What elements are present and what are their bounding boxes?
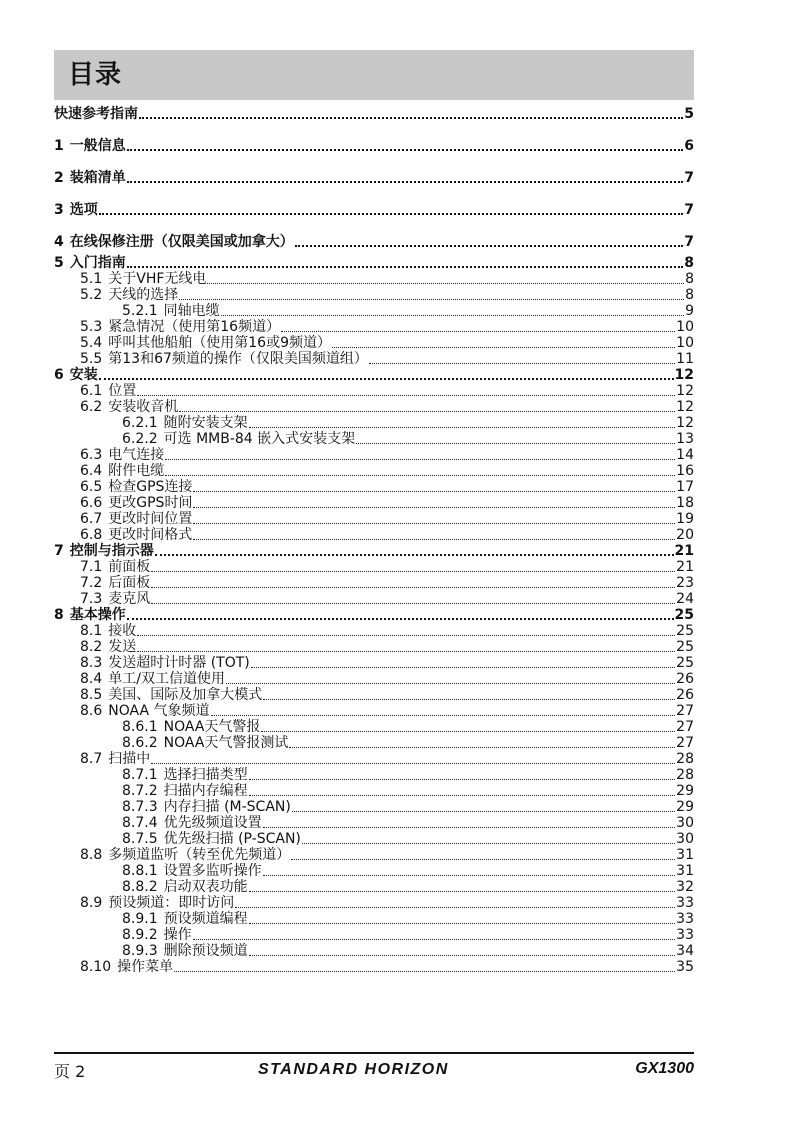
toc-entry[interactable] <box>54 559 694 575</box>
toc-entry-label: 检查GPS连接 <box>108 479 193 495</box>
toc-dot-leader <box>151 575 675 591</box>
toc-entry-number: 6.2.1 <box>122 415 158 431</box>
page-title: 目录 <box>68 60 123 90</box>
toc-dot-leader <box>281 319 675 335</box>
toc-entry-number: 5.1 <box>80 271 103 287</box>
toc-entry[interactable] <box>54 591 694 607</box>
toc-entry-page: 25 <box>676 623 694 639</box>
toc-entry-page: 35 <box>676 959 694 975</box>
toc-entry-page: 25 <box>674 607 694 623</box>
toc-entry[interactable] <box>54 799 694 815</box>
toc-entry-label: NOAA天气警报测试 <box>163 735 289 751</box>
toc-entry-page: 7 <box>684 234 694 250</box>
toc-entry-label: 控制与指示器 <box>69 543 154 559</box>
toc-entry[interactable] <box>54 303 694 319</box>
toc-entry-number: 8.7.5 <box>122 831 158 847</box>
toc-entry-number: 8.7.1 <box>122 767 158 783</box>
toc-entry-label: 启动双表功能 <box>163 879 248 895</box>
toc-dot-leader <box>249 943 676 959</box>
toc-entry-label: 第13和67频道的操作（仅限美国频道组） <box>108 351 368 367</box>
toc-entry[interactable] <box>54 367 694 383</box>
toc-entry[interactable] <box>54 255 694 271</box>
toc-entry-label: 多频道监听（转至优先频道） <box>108 847 291 863</box>
toc-entry-number: 6.5 <box>80 479 103 495</box>
toc-entry-page: 12 <box>676 399 694 415</box>
toc-entry[interactable] <box>54 687 694 703</box>
toc-entry-number: 8 <box>54 607 64 623</box>
toc-entry-label: 位置 <box>108 383 137 399</box>
toc-entry-number: 8.10 <box>80 959 112 975</box>
toc-entry-page: 11 <box>676 351 694 367</box>
toc-entry-number: 8.7 <box>80 751 103 767</box>
toc-dot-leader <box>139 106 683 122</box>
toc-entry-label: 前面板 <box>108 559 151 575</box>
toc-dot-leader <box>249 879 676 895</box>
toc-entry-page: 32 <box>676 879 694 895</box>
toc-entry[interactable] <box>54 447 694 463</box>
toc-dot-leader <box>179 399 675 415</box>
toc-entry-number: 6.6 <box>80 495 103 511</box>
toc-entry-number: 8.3 <box>80 655 103 671</box>
toc-entry[interactable] <box>54 863 694 879</box>
toc-dot-leader <box>249 415 676 431</box>
toc-entry-number: 8.9.3 <box>122 943 158 959</box>
toc-entry-number: 6.3 <box>80 447 103 463</box>
toc-dot-leader <box>193 511 675 527</box>
toc-entry-page: 23 <box>676 575 694 591</box>
toc-entry-page: 33 <box>676 911 694 927</box>
toc-entry-page: 10 <box>676 319 694 335</box>
toc-entry-number: 8.2 <box>80 639 103 655</box>
toc-entry-page: 33 <box>676 895 694 911</box>
toc-dot-leader <box>356 431 675 447</box>
toc-entry-page: 21 <box>676 559 694 575</box>
toc-entry-label: 紧急情况（使用第16频道） <box>108 319 281 335</box>
toc-entry[interactable] <box>54 415 694 431</box>
toc-dot-leader <box>137 639 675 655</box>
toc-entry-label: 可选 MMB-84 嵌入式安装支架 <box>163 431 356 447</box>
toc-entry-label: 更改时间位置 <box>108 511 193 527</box>
toc-entry-page: 30 <box>676 831 694 847</box>
toc-entry[interactable] <box>54 463 694 479</box>
toc-entry-page: 8 <box>684 255 694 271</box>
toc-entry-number: 8.6.1 <box>122 719 158 735</box>
toc-dot-leader <box>226 671 675 687</box>
toc-entry-number: 6.7 <box>80 511 103 527</box>
toc-entry[interactable] <box>54 943 694 959</box>
toc-dot-leader <box>235 895 675 911</box>
toc-entry-page: 16 <box>676 463 694 479</box>
toc-entry-page: 24 <box>676 591 694 607</box>
toc-dot-leader <box>249 783 676 799</box>
toc-entry-page: 28 <box>676 767 694 783</box>
toc-dot-leader <box>193 495 675 511</box>
toc-entry[interactable] <box>54 911 694 927</box>
toc-dot-leader <box>211 703 676 719</box>
toc-dot-leader <box>155 543 674 559</box>
toc-entry[interactable] <box>54 607 694 623</box>
toc-entry-label: NOAA 气象频道 <box>108 703 210 719</box>
toc-entry[interactable] <box>54 170 694 186</box>
toc-entry[interactable] <box>54 655 694 671</box>
toc-entry-label: 预设频道：即时访问 <box>108 895 235 911</box>
toc-entry[interactable] <box>54 431 694 447</box>
toc-entry[interactable] <box>54 287 694 303</box>
toc-entry[interactable] <box>54 527 694 543</box>
toc-dot-leader <box>369 351 675 367</box>
toc-dot-leader <box>151 559 675 575</box>
toc-entry[interactable] <box>54 351 694 367</box>
toc-entry-number: 6 <box>54 367 64 383</box>
toc-entry-page: 34 <box>676 943 694 959</box>
toc-dot-leader <box>193 527 675 543</box>
toc-dot-leader <box>207 271 684 287</box>
toc-entry-page: 33 <box>676 927 694 943</box>
toc-entry-number: 8.9.1 <box>122 911 158 927</box>
toc-entry-page: 26 <box>676 671 694 687</box>
toc-entry-number: 8.6 <box>80 703 103 719</box>
toc-entry-number: 8.8.1 <box>122 863 158 879</box>
toc-entry-number: 4 <box>54 234 64 250</box>
toc-entry-label: 一般信息 <box>69 138 126 154</box>
toc-entry-label: 选择扫描类型 <box>163 767 248 783</box>
toc-entry-label: 麦克风 <box>108 591 151 607</box>
toc-entry-label: 更改时间格式 <box>108 527 193 543</box>
toc-entry[interactable] <box>54 719 694 735</box>
toc-entry-number: 6.1 <box>80 383 103 399</box>
toc-entry-page: 13 <box>676 431 694 447</box>
toc-dot-leader <box>289 735 675 751</box>
toc-dot-leader <box>251 655 675 671</box>
toc-dot-leader <box>261 719 675 735</box>
toc-entry-page: 7 <box>684 202 694 218</box>
toc-entry-page: 17 <box>676 479 694 495</box>
toc-entry-label: 安装 <box>69 367 98 383</box>
footer-model: GX1300 <box>635 1060 694 1077</box>
toc-entry-number: 6.8 <box>80 527 103 543</box>
toc-entry-page: 12 <box>676 415 694 431</box>
toc-entry[interactable] <box>54 383 694 399</box>
toc-dot-leader <box>249 767 676 783</box>
toc-entry-page: 29 <box>676 799 694 815</box>
toc-entry-label: 呼叫其他船舶（使用第16或9频道） <box>108 335 331 351</box>
toc-entry-number: 6.4 <box>80 463 103 479</box>
toc-entry[interactable] <box>54 959 694 975</box>
toc-dot-leader <box>127 138 684 154</box>
toc-entry[interactable] <box>54 623 694 639</box>
toc-entry-page: 31 <box>676 863 694 879</box>
toc-dot-leader <box>99 367 674 383</box>
toc-entry-number: 5.3 <box>80 319 103 335</box>
toc-entry-label: 电气连接 <box>108 447 165 463</box>
toc-entry[interactable] <box>54 543 694 559</box>
toc-entry-page: 8 <box>685 287 694 303</box>
toc-entry-label: 美国、国际及加拿大模式 <box>108 687 263 703</box>
toc-entry-page: 20 <box>676 527 694 543</box>
toc-entry[interactable] <box>54 895 694 911</box>
toc-entry[interactable] <box>54 751 694 767</box>
toc-entry-label: 设置多监听操作 <box>163 863 262 879</box>
toc-entry-page: 12 <box>674 367 694 383</box>
toc-dot-leader <box>291 847 675 863</box>
toc-entry-page: 6 <box>684 138 694 154</box>
toc-dot-leader <box>127 607 674 623</box>
table-of-contents <box>54 106 694 975</box>
toc-dot-leader <box>332 335 675 351</box>
toc-entry[interactable] <box>54 815 694 831</box>
toc-dot-leader <box>174 959 675 975</box>
toc-entry-number: 8.6.2 <box>122 735 158 751</box>
toc-dot-leader <box>263 863 676 879</box>
toc-entry-label: 单工/双工信道使用 <box>108 671 225 687</box>
toc-entry[interactable] <box>54 767 694 783</box>
toc-dot-leader <box>221 303 684 319</box>
toc-entry-number: 5.4 <box>80 335 103 351</box>
toc-entry-label: 发送超时计时器 (TOT) <box>108 655 250 671</box>
toc-entry-page: 9 <box>685 303 694 319</box>
toc-dot-leader <box>292 799 675 815</box>
toc-entry-label: 优先级扫描 (P-SCAN) <box>163 831 301 847</box>
toc-entry-page: 27 <box>676 719 694 735</box>
toc-entry-label: 发送 <box>108 639 137 655</box>
toc-entry-page: 27 <box>676 735 694 751</box>
toc-entry-page: 14 <box>676 447 694 463</box>
toc-entry-label: 预设频道编程 <box>163 911 248 927</box>
toc-entry[interactable] <box>54 495 694 511</box>
toc-dot-leader <box>193 927 676 943</box>
toc-entry-number: 2 <box>54 170 64 186</box>
toc-entry[interactable] <box>54 639 694 655</box>
toc-entry-label: 删除预设频道 <box>163 943 248 959</box>
toc-entry-number: 5.5 <box>80 351 103 367</box>
toc-entry-page: 25 <box>676 655 694 671</box>
toc-entry-number: 5.2.1 <box>122 303 158 319</box>
toc-entry[interactable] <box>54 671 694 687</box>
toc-entry-number: 8.8.2 <box>122 879 158 895</box>
toc-dot-leader <box>263 687 675 703</box>
toc-dot-leader <box>263 815 676 831</box>
toc-entry-label: 在线保修注册（仅限美国或加拿大） <box>69 234 294 250</box>
toc-entry-number: 6.2.2 <box>122 431 158 447</box>
toc-entry-label: 基本操作 <box>69 607 126 623</box>
toc-entry[interactable] <box>54 847 694 863</box>
toc-entry-page: 10 <box>676 335 694 351</box>
toc-entry[interactable] <box>54 783 694 799</box>
toc-entry-label: 关于VHF无线电 <box>108 271 207 287</box>
toc-entry-label: 附件电缆 <box>108 463 165 479</box>
toc-entry-page: 5 <box>684 106 694 122</box>
toc-entry[interactable] <box>54 399 694 415</box>
toc-entry-number: 8.5 <box>80 687 103 703</box>
toc-entry-page: 26 <box>676 687 694 703</box>
toc-dot-leader <box>295 234 684 250</box>
toc-entry[interactable] <box>54 879 694 895</box>
toc-entry-label: 天线的选择 <box>108 287 179 303</box>
toc-entry-label: 操作菜单 <box>117 959 174 975</box>
toc-entry-label: 随附安装支架 <box>163 415 248 431</box>
toc-entry-label: 安装收音机 <box>108 399 179 415</box>
toc-dot-leader <box>137 623 675 639</box>
toc-dot-leader <box>179 287 684 303</box>
toc-entry[interactable] <box>54 831 694 847</box>
toc-dot-leader <box>302 831 675 847</box>
toc-entry-page: 18 <box>676 495 694 511</box>
toc-dot-leader <box>165 463 675 479</box>
toc-entry[interactable] <box>54 575 694 591</box>
toc-entry-page: 12 <box>676 383 694 399</box>
toc-entry-number: 8.1 <box>80 623 103 639</box>
toc-entry-label: 更改GPS时间 <box>108 495 193 511</box>
toc-entry-page: 7 <box>684 170 694 186</box>
toc-dot-leader <box>99 202 684 218</box>
toc-entry[interactable] <box>54 271 694 287</box>
toc-entry-page: 30 <box>676 815 694 831</box>
toc-entry[interactable] <box>54 234 694 250</box>
toc-entry[interactable] <box>54 927 694 943</box>
toc-entry-label: NOAA天气警报 <box>163 719 261 735</box>
toc-entry[interactable] <box>54 335 694 351</box>
toc-entry-page: 29 <box>676 783 694 799</box>
toc-entry-number: 7 <box>54 543 64 559</box>
footer-page-number: 页 2 <box>54 1062 86 1081</box>
toc-entry-label: 扫描内存编程 <box>163 783 248 799</box>
toc-entry-number: 8.7.2 <box>122 783 158 799</box>
toc-dot-leader <box>127 170 684 186</box>
toc-entry[interactable] <box>54 703 694 719</box>
toc-dot-leader <box>151 751 675 767</box>
toc-entry-number: 3 <box>54 202 64 218</box>
toc-entry[interactable] <box>54 138 694 154</box>
toc-entry-label: 内存扫描 (M-SCAN) <box>163 799 291 815</box>
toc-entry-page: 27 <box>676 703 694 719</box>
toc-entry-label: 选项 <box>69 202 98 218</box>
toc-entry-label: 入门指南 <box>69 255 126 271</box>
toc-entry-label: 装箱清单 <box>69 170 126 186</box>
title-bar <box>54 50 694 100</box>
toc-entry-page: 19 <box>676 511 694 527</box>
toc-entry[interactable] <box>54 106 694 122</box>
toc-entry-number: 8.4 <box>80 671 103 687</box>
toc-entry-number: 8.9 <box>80 895 103 911</box>
toc-entry-number: 8.7.4 <box>122 815 158 831</box>
toc-dot-leader <box>165 447 675 463</box>
toc-entry-number: 7.1 <box>80 559 103 575</box>
toc-dot-leader <box>193 479 675 495</box>
toc-entry-number: 8.7.3 <box>122 799 158 815</box>
toc-entry-label: 后面板 <box>108 575 151 591</box>
toc-entry[interactable] <box>54 202 694 218</box>
toc-entry-label: 接收 <box>108 623 137 639</box>
toc-entry-number: 7.3 <box>80 591 103 607</box>
toc-entry-page: 31 <box>676 847 694 863</box>
toc-entry-number: 8.8 <box>80 847 103 863</box>
toc-entry-label: 优先级频道设置 <box>163 815 262 831</box>
toc-entry-number: 6.2 <box>80 399 103 415</box>
toc-entry-label: 快速参考指南 <box>54 106 138 122</box>
toc-dot-leader <box>151 591 675 607</box>
toc-entry[interactable] <box>54 479 694 495</box>
toc-entry[interactable] <box>54 735 694 751</box>
toc-entry-number: 7.2 <box>80 575 103 591</box>
toc-dot-leader <box>137 383 675 399</box>
footer-brand: STANDARD HORIZON <box>258 1061 449 1078</box>
toc-entry-number: 8.9.2 <box>122 927 158 943</box>
toc-entry-number: 5 <box>54 255 64 271</box>
toc-entry-number: 5.2 <box>80 287 103 303</box>
toc-entry-page: 8 <box>685 271 694 287</box>
toc-entry[interactable] <box>54 319 694 335</box>
toc-entry-page: 28 <box>676 751 694 767</box>
toc-entry-number: 1 <box>54 138 64 154</box>
toc-entry-label: 操作 <box>163 927 192 943</box>
footer-divider <box>54 1052 694 1054</box>
toc-dot-leader <box>249 911 676 927</box>
toc-dot-leader <box>127 255 684 271</box>
toc-entry[interactable] <box>54 511 694 527</box>
toc-entry-label: 扫描中 <box>108 751 151 767</box>
toc-entry-page: 25 <box>676 639 694 655</box>
toc-entry-page: 21 <box>674 543 694 559</box>
toc-entry-label: 同轴电缆 <box>163 303 220 319</box>
